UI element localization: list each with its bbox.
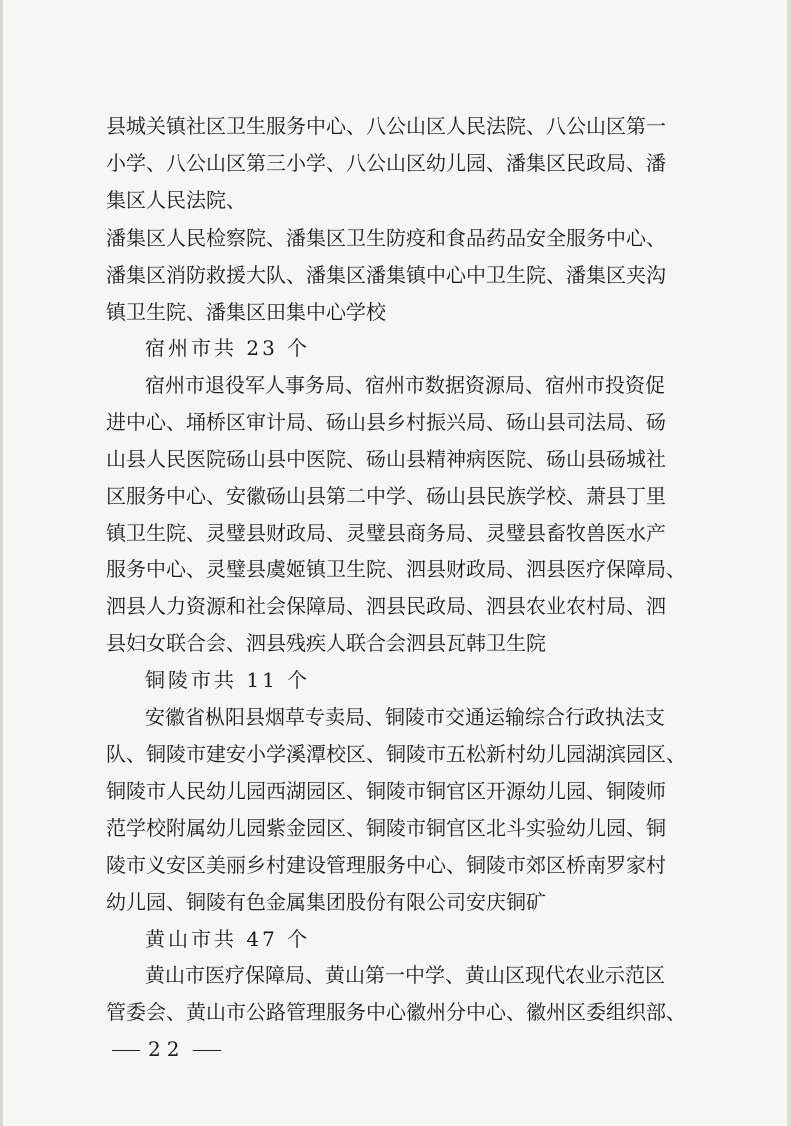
scan-edge: [0, 0, 3, 1126]
text-line: 潘集区消防救援大队、潘集区潘集镇中心中卫生院、潘集区夹沟: [106, 263, 666, 287]
text-line: 进中心、埇桥区审计局、砀山县乡村振兴局、砀山县司法局、砀: [106, 410, 666, 434]
section-heading: 黄山市共 47 个: [145, 927, 311, 951]
text-line: 铜陵市人民幼儿园西湖园区、铜陵市铜官区开源幼儿园、铜陵师: [106, 779, 666, 803]
text-line: 黄山市医疗保障局、黄山第一中学、黄山区现代农业示范区: [145, 963, 665, 987]
page-number-value: 22: [148, 1037, 186, 1061]
text-line: 集区人民法院、: [106, 188, 246, 212]
text-line: 服务中心、灵璧县虞姬镇卫生院、泗县财政局、泗县医疗保障局、: [106, 557, 686, 581]
text-line: 范学校附属幼儿园紫金园区、铜陵市铜官区北斗实验幼儿园、铜: [106, 816, 666, 840]
text-line: 安徽省枞阳县烟草专卖局、铜陵市交通运输综合行政执法支: [145, 705, 665, 729]
text-line: 潘集区人民检察院、潘集区卫生防疫和食品药品安全服务中心、: [106, 226, 666, 250]
text-line: 县城关镇社区卫生服务中心、八公山区人民法院、八公山区第一: [106, 114, 666, 138]
text-line: 区服务中心、安徽砀山县第二中学、砀山县民族学校、萧县丁里: [106, 484, 666, 508]
section-heading: 宿州市共 23 个: [145, 336, 311, 360]
text-line: 山县人民医院砀山县中医院、砀山县精神病医院、砀山县砀城社: [106, 447, 666, 471]
text-line: 小学、八公山区第三小学、八公山区幼儿园、潘集区民政局、潘: [106, 151, 666, 175]
text-line: 镇卫生院、潘集区田集中心学校: [106, 300, 386, 324]
dash-right: [193, 1050, 221, 1051]
dash-left: [112, 1050, 140, 1051]
text-line: 泗县人力资源和社会保障局、泗县民政局、泗县农业农村局、泗: [106, 594, 666, 618]
text-line: 幼儿园、铜陵有色金属集团股份有限公司安庆铜矿: [106, 890, 546, 914]
page-number: [104, 1036, 229, 1062]
scan-edge: [787, 0, 791, 1126]
text-line: 镇卫生院、灵璧县财政局、灵璧县商务局、灵璧县畜牧兽医水产: [106, 521, 666, 545]
text-line: 宿州市退役军人事务局、宿州市数据资源局、宿州市投资促: [145, 373, 665, 397]
section-heading: 铜陵市共 11 个: [145, 668, 311, 692]
text-line: 管委会、黄山市公路管理服务中心徽州分中心、徽州区委组织部、: [106, 1000, 686, 1024]
text-line: 队、铜陵市建安小学溪潭校区、铜陵市五松新村幼儿园湖滨园区、: [106, 742, 686, 766]
text-line: 陵市义安区美丽乡村建设管理服务中心、铜陵市郊区桥南罗家村: [106, 853, 666, 877]
text-line: 县妇女联合会、泗县残疾人联合会泗县瓦韩卫生院: [106, 631, 546, 655]
